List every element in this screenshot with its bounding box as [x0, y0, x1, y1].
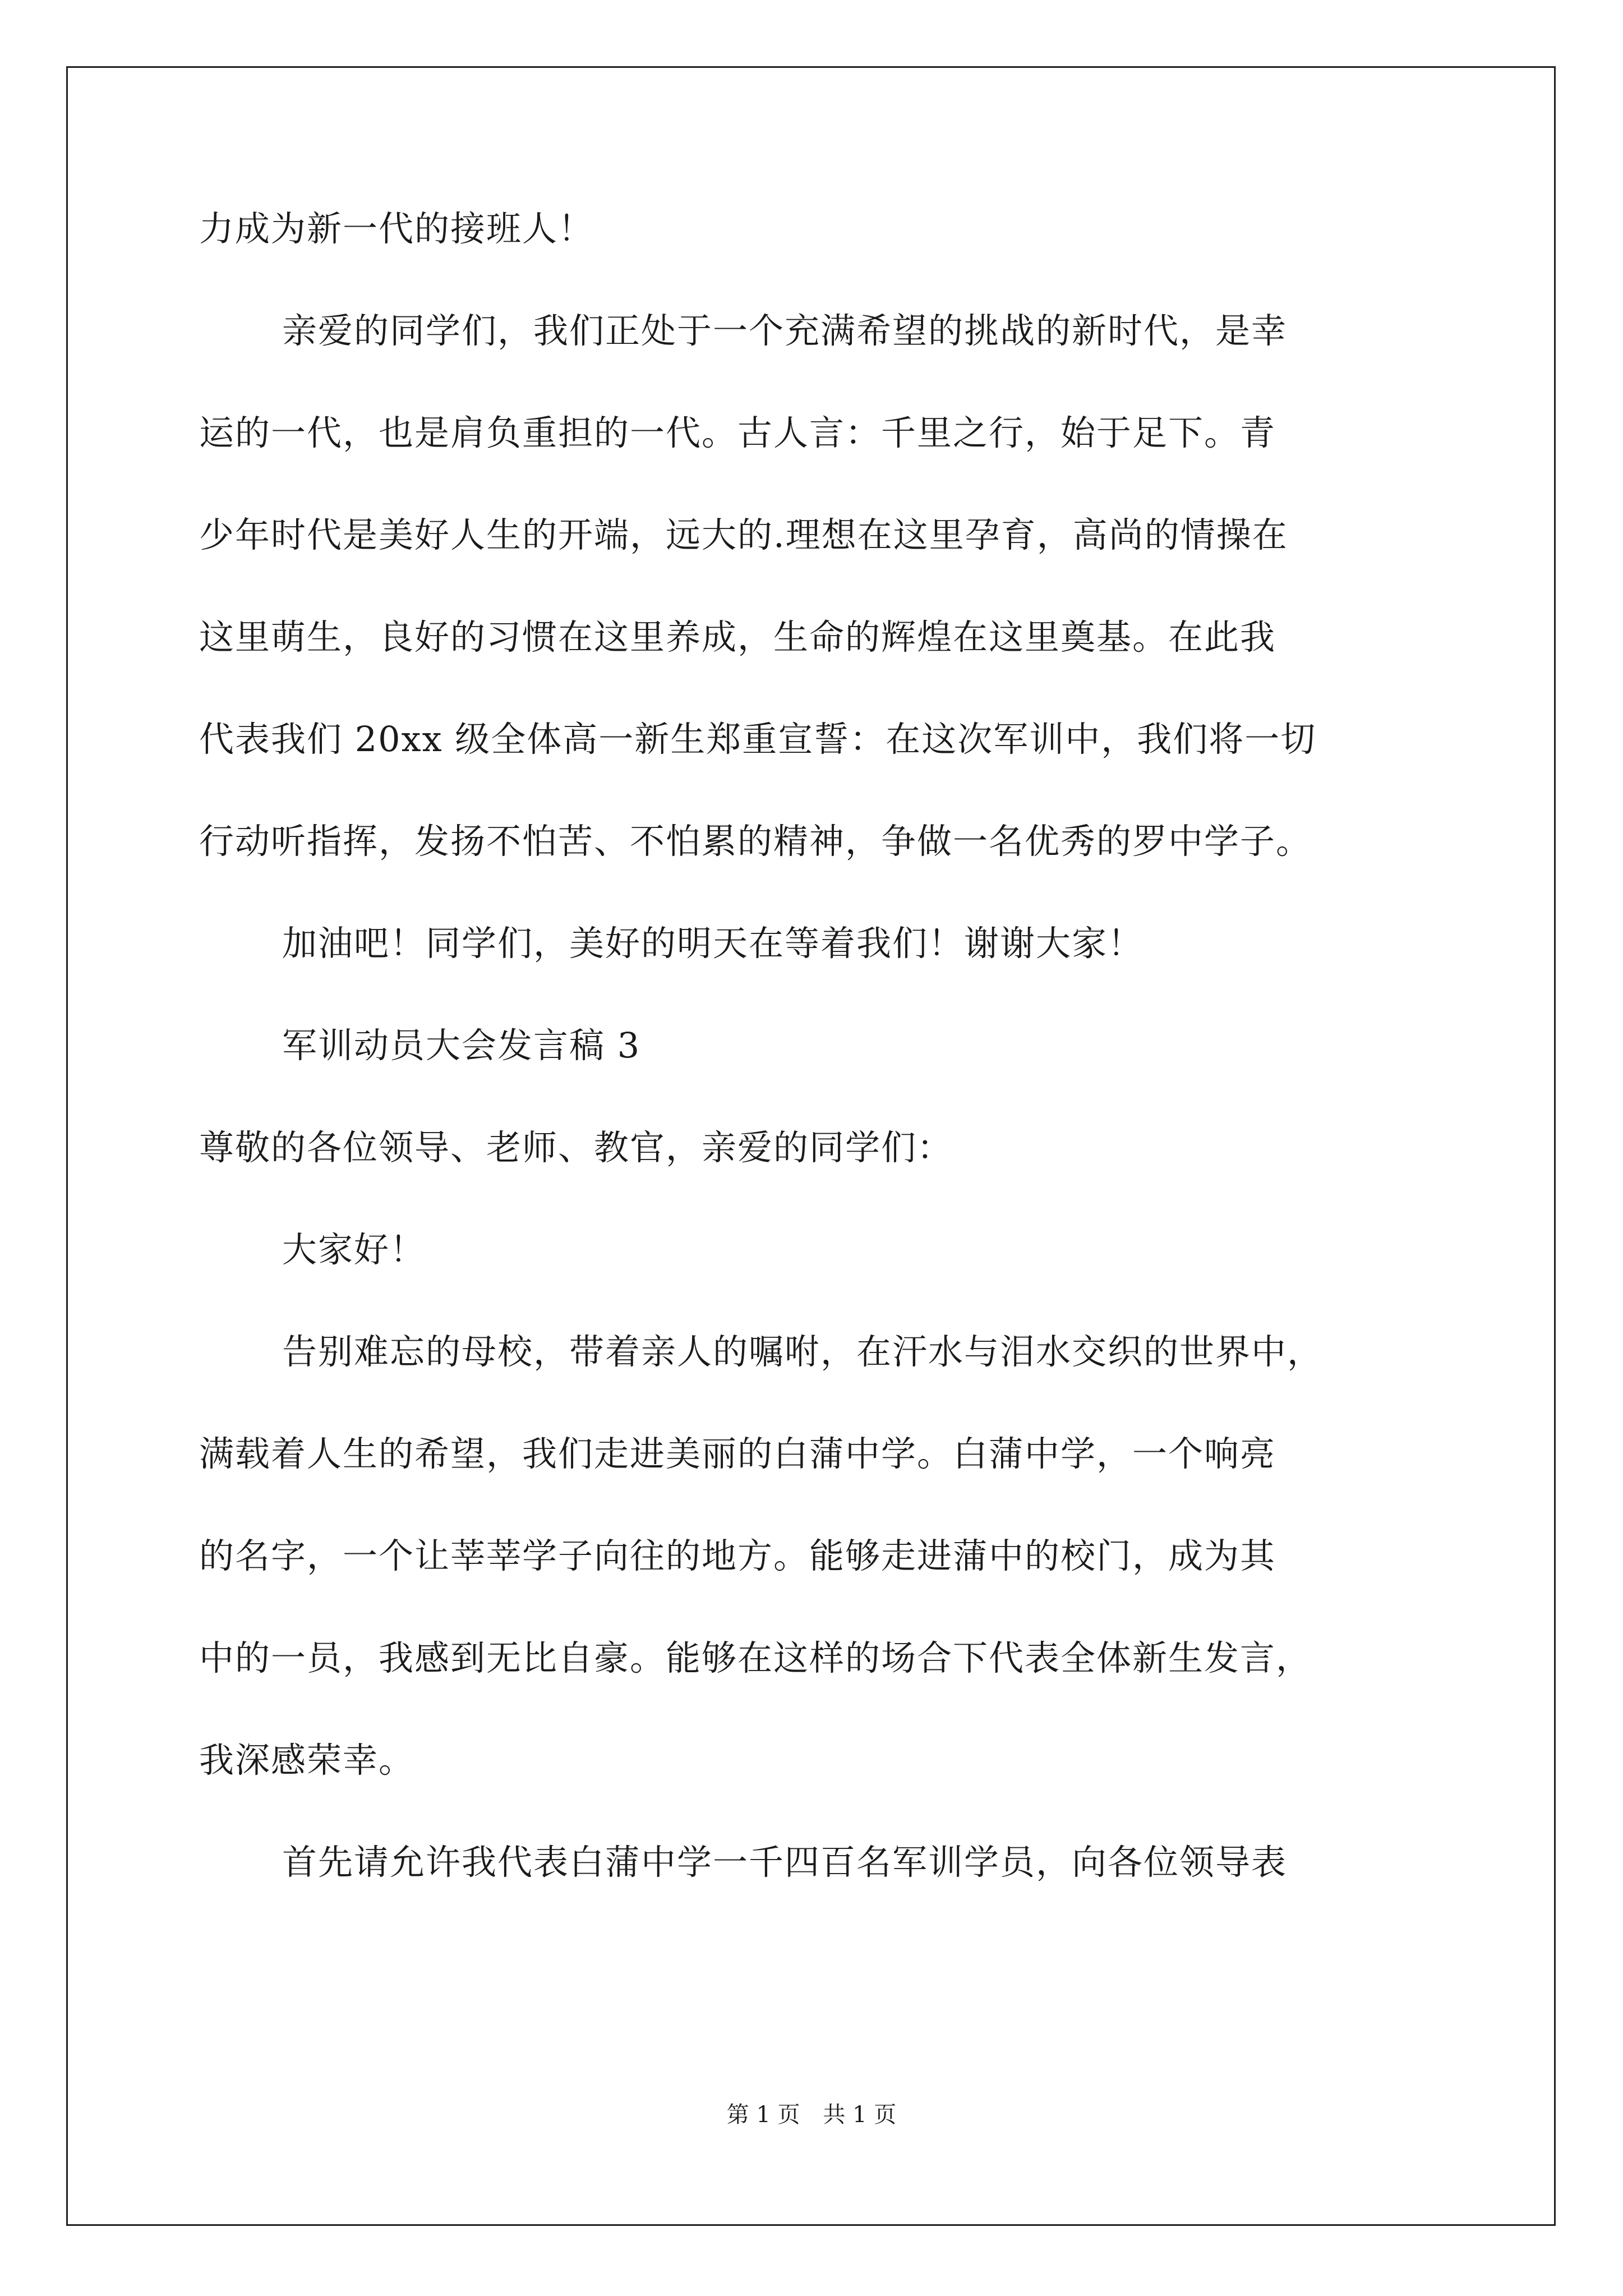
paragraph-first-line: 亲爱的同学们，我们正处于一个充满希望的挑战的新时代，是幸 [282, 310, 1288, 351]
page-total: 共 1 页 [823, 2102, 897, 2128]
paragraph-line: 这里萌生，良好的习惯在这里养成，生命的辉煌在这里奠基。在此我 [199, 616, 1276, 657]
paragraph-line: 力成为新一代的接班人！ [199, 208, 594, 249]
paragraph-line: 中的一员，我感到无比自豪。能够在这样的场合下代表全体新生发言， [199, 1637, 1312, 1678]
paragraph-first-line: 大家好！ [282, 1229, 426, 1270]
paragraph-line: 行动听指挥，发扬不怕苦、不怕累的精神，争做一名优秀的罗中学子。 [199, 821, 1312, 862]
page-number: 第 1 页 [726, 2102, 800, 2128]
paragraph-first-line: 首先请允许我代表白蒲中学一千四百名军训学员，向各位领导表 [282, 1842, 1288, 1883]
paragraph-first-line: 告别难忘的母校，带着亲人的嘱咐，在汗水与泪水交织的世界中， [282, 1331, 1324, 1372]
paragraph-line: 运的一代，也是肩负重担的一代。古人言：千里之行，始于足下。青 [199, 412, 1276, 453]
paragraph-first-line: 加油吧！同学们，美好的明天在等着我们！谢谢大家！ [282, 923, 1144, 964]
paragraph-line: 尊敬的各位领导、老师、教官，亲爱的同学们： [199, 1127, 953, 1168]
paragraph-line: 代表我们 20xx 级全体高一新生郑重宣誓：在这次军训中，我们将一切 [199, 719, 1317, 760]
paragraph-line: 满载着人生的希望，我们走进美丽的白蒲中学。白蒲中学，一个响亮 [199, 1433, 1276, 1474]
paragraph-first-line: 军训动员大会发言稿 3 [282, 1025, 641, 1066]
paragraph-line: 少年时代是美好人生的开端，远大的.理想在这里孕育，高尚的情操在 [199, 514, 1288, 555]
paragraph-line: 我深感荣幸。 [199, 1740, 415, 1780]
page-footer [0, 2101, 1623, 2129]
paragraph-line: 的名字，一个让莘莘学子向往的地方。能够走进蒲中的校门，成为其 [199, 1535, 1276, 1576]
